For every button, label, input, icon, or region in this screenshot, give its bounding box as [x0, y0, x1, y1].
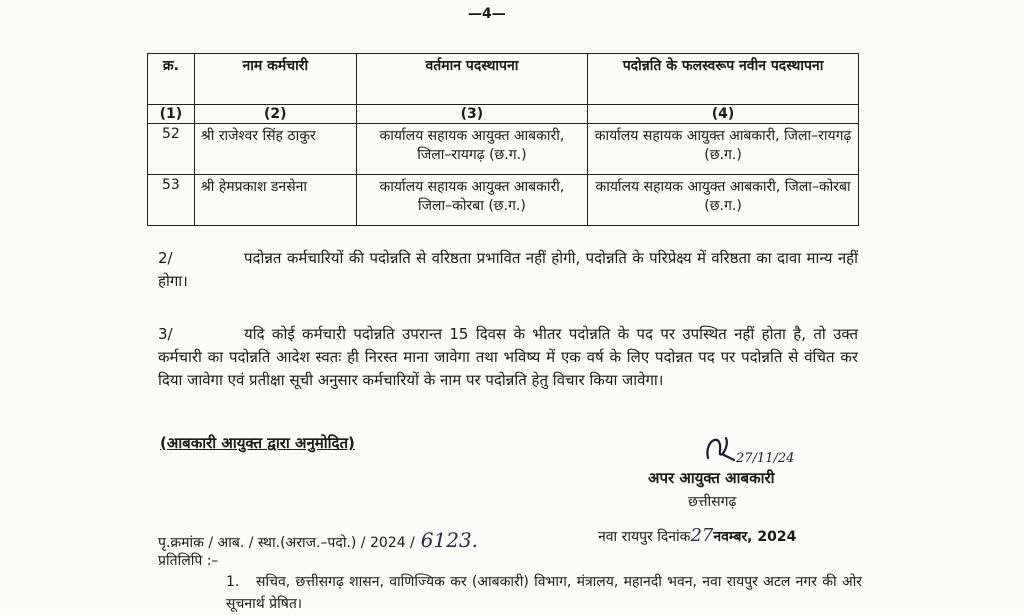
- row-employee-name: श्री राजेश्वर सिंह ठाकुर: [194, 124, 356, 175]
- row-serial: 53: [148, 175, 195, 226]
- row-new-posting: कार्यालय सहायक आयुक्त आबकारी, जिला–कोरबा (छ.ग.): [588, 175, 859, 226]
- place-label: नवा रायपुर दिनांक: [598, 529, 691, 545]
- column-number: (1): [148, 105, 195, 124]
- table-header-row: [148, 54, 859, 105]
- signatory-designation: अपर आयुक्त आबकारी: [648, 469, 775, 487]
- column-number: (3): [356, 105, 587, 124]
- row-serial: 52: [148, 124, 195, 175]
- date-day: 27: [690, 525, 714, 546]
- paragraph-text: यदि कोई कर्मचारी पदोन्नति उपरान्त 15 दिवस के भीतर पदोन्नति के पद पर उपस्थित नहीं होता है, तो उक्त कर्मचारी का पदोन्नति आदेश स्वतः ही निरस्त माना जावेगा तथा भविष्य में एक वर्ष के लिए पदोन्नत पद पर पदोन्नति से वंचित कर दिया जावेगा एवं प्रतीक्षा सूची अनुसार कर्मचारियों के नाम पर पदोन्नति हेतु विचार किया जावेगा।: [158, 325, 858, 389]
- copy-item-text: सचिव, छत्तीसगढ़ शासन, वाणिज्यिक कर (आबकारी) विभाग, मंत्रालय, महानदी भवन, नवा रायपुर अटल नगर की ओर सूचनार्थ प्रेषित।: [226, 574, 862, 612]
- place-date: [598, 525, 796, 546]
- row-current-posting: कार्यालय सहायक आयुक्त आबकारी, जिला–रायगढ़ (छ.ग.): [356, 124, 587, 175]
- paragraph-text: पदोन्नत कर्मचारियों की पदोन्नति से वरिष्ठता प्रभावित नहीं होगी, पदोन्नति के परिप्रेक्ष्य में वरिष्ठता का दावा मान्य नहीं होगा।: [158, 249, 858, 290]
- reference-number: 6123.: [420, 528, 479, 552]
- column-number: (2): [194, 105, 356, 124]
- row-current-posting: कार्यालय सहायक आयुक्त आबकारी, जिला–कोरबा (छ.ग.): [356, 175, 587, 226]
- reference-line: [158, 528, 478, 552]
- column-number: (4): [588, 105, 859, 124]
- row-new-posting: कार्यालय सहायक आयुक्त आबकारी, जिला–रायगढ़ (छ.ग.): [588, 124, 859, 175]
- date-month-year: नवम्बर, 2024: [713, 529, 797, 545]
- reference-prefix: पृ.क्रमांक / आब. / स्था.(अराज.–पदो.) / 2024 /: [158, 535, 415, 551]
- signature-mark: [700, 428, 800, 468]
- table-row: [148, 124, 859, 175]
- copy-to-item: [226, 571, 862, 615]
- row-employee-name: श्री हेमप्रकाश डनसेना: [194, 175, 356, 226]
- paragraph-2: [158, 247, 858, 293]
- table-row: [148, 175, 859, 226]
- paragraph-number: 3/: [158, 325, 173, 343]
- signatory-state: छत्तीसगढ़: [688, 494, 737, 510]
- copy-item-number: 1.: [226, 574, 240, 590]
- promotion-table: [147, 53, 859, 226]
- approval-note: (आबकारी आयुक्त द्वारा अनुमोदित): [160, 434, 355, 452]
- page-number: —4—: [468, 6, 506, 22]
- header-employee-name: नाम कर्मचारी: [194, 54, 356, 105]
- table-column-number-row: [148, 105, 859, 124]
- paragraph-3: [158, 323, 858, 392]
- signature-date: 27/11/24: [736, 451, 795, 466]
- copy-to-label: प्रतिलिपि :–: [158, 553, 219, 569]
- header-new-posting: पदोन्नति के फलस्वरूप नवीन पदस्थापना: [588, 54, 859, 105]
- header-serial: क्र.: [148, 54, 195, 105]
- header-current-posting: वर्तमान पदस्थापना: [356, 54, 587, 105]
- paragraph-number: 2/: [158, 249, 173, 267]
